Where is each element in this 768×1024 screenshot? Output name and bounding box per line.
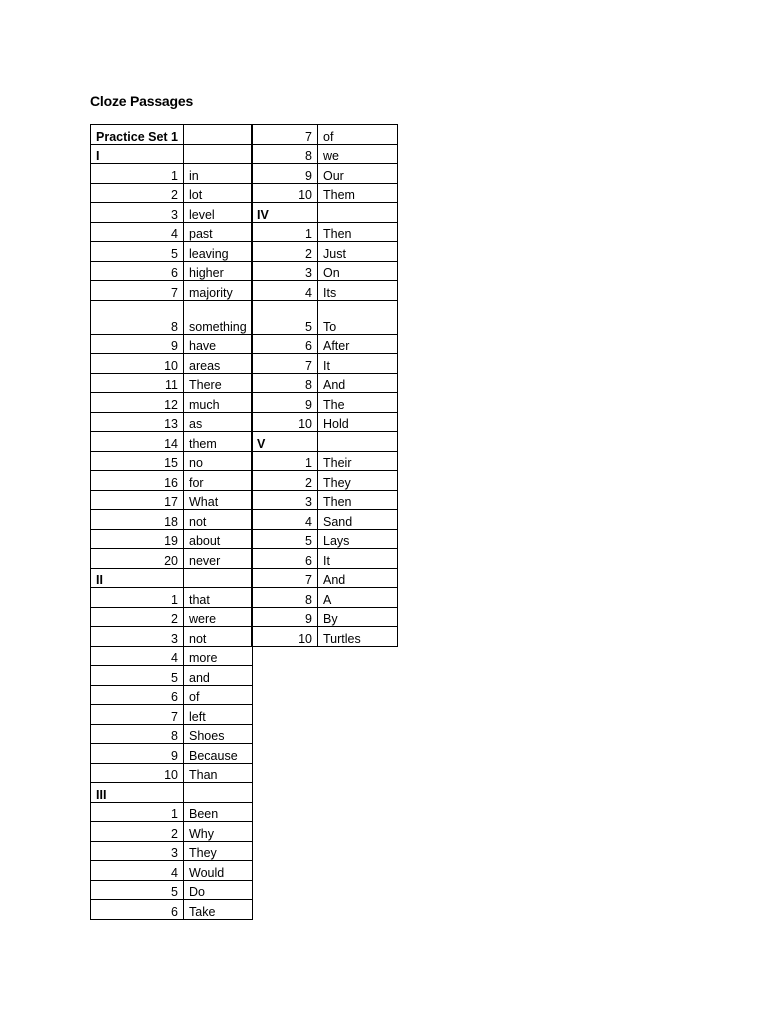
answer-word: Their — [318, 451, 398, 471]
item-number: 9 — [252, 607, 318, 627]
answer-word: of — [184, 685, 253, 705]
table-row — [91, 822, 253, 842]
item-number: 8 — [252, 144, 318, 164]
table-row — [91, 471, 253, 491]
answer-word: The — [318, 393, 398, 413]
table-row — [252, 510, 398, 530]
table-row — [252, 490, 398, 510]
answer-word: areas — [184, 354, 253, 374]
answer-word: more — [184, 646, 253, 666]
answer-word: lot — [184, 183, 253, 203]
table-row — [252, 300, 398, 334]
item-number: 15 — [91, 451, 184, 471]
answer-word: There — [184, 373, 253, 393]
page-title: Cloze Passages — [90, 93, 194, 109]
answer-word: And — [318, 568, 398, 588]
answer-word: It — [318, 354, 398, 374]
item-number: 8 — [91, 724, 184, 744]
item-number: 7 — [252, 125, 318, 145]
answer-word: Than — [184, 763, 253, 783]
answer-word: were — [184, 607, 253, 627]
table-row — [91, 164, 253, 184]
section-label: IV — [252, 203, 318, 223]
item-number: 19 — [91, 529, 184, 549]
item-number: 9 — [91, 334, 184, 354]
item-number: 4 — [91, 222, 184, 242]
table-row — [252, 373, 398, 393]
item-number: 8 — [252, 373, 318, 393]
answer-word: them — [184, 432, 253, 452]
answer-word: Then — [318, 490, 398, 510]
answer-table-right — [251, 124, 398, 647]
item-number: 17 — [91, 490, 184, 510]
item-number: 16 — [91, 471, 184, 491]
item-number: 11 — [91, 373, 184, 393]
item-number: 18 — [91, 510, 184, 530]
item-number: 4 — [91, 646, 184, 666]
item-number: 7 — [252, 568, 318, 588]
table-row — [252, 627, 398, 647]
item-number: 8 — [252, 588, 318, 608]
answer-word: never — [184, 549, 253, 569]
answer-word: no — [184, 451, 253, 471]
item-number: 1 — [91, 802, 184, 822]
table-row — [252, 183, 398, 203]
answer-word: After — [318, 334, 398, 354]
table-row — [91, 783, 253, 803]
answer-word: Been — [184, 802, 253, 822]
table-row — [91, 393, 253, 413]
answer-word: Shoes — [184, 724, 253, 744]
item-number: 3 — [91, 203, 184, 223]
item-number: 10 — [91, 763, 184, 783]
table-row — [91, 627, 253, 647]
item-number: 6 — [252, 549, 318, 569]
item-number: 10 — [252, 412, 318, 432]
table-row — [252, 242, 398, 262]
item-number: 6 — [252, 334, 318, 354]
table-row — [91, 510, 253, 530]
table-row — [91, 412, 253, 432]
item-number: 10 — [252, 183, 318, 203]
item-number: 9 — [91, 744, 184, 764]
item-number: 3 — [252, 490, 318, 510]
item-number: 7 — [252, 354, 318, 374]
section-label: III — [91, 783, 184, 803]
table-row — [91, 763, 253, 783]
table-row — [91, 451, 253, 471]
section-label: I — [91, 144, 184, 164]
answer-word: left — [184, 705, 253, 725]
table-row — [252, 354, 398, 374]
item-number: 20 — [91, 549, 184, 569]
table-row — [252, 549, 398, 569]
answer-word: Turtles — [318, 627, 398, 647]
table-row — [252, 471, 398, 491]
answer-word: level — [184, 203, 253, 223]
answer-word — [184, 783, 253, 803]
answer-table-left — [90, 124, 253, 920]
section-label: II — [91, 568, 184, 588]
item-number: 2 — [252, 242, 318, 262]
item-number: 10 — [252, 627, 318, 647]
right-table-body — [252, 125, 398, 647]
item-number: 3 — [252, 261, 318, 281]
answer-word: have — [184, 334, 253, 354]
answer-word: Lays — [318, 529, 398, 549]
section-label: V — [252, 432, 318, 452]
answer-word — [184, 144, 253, 164]
table-row — [91, 841, 253, 861]
item-number: 3 — [91, 627, 184, 647]
item-number: 10 — [91, 354, 184, 374]
table-row — [91, 685, 253, 705]
answer-word: past — [184, 222, 253, 242]
item-number: 6 — [91, 900, 184, 920]
answer-word: Do — [184, 880, 253, 900]
answer-word: Them — [318, 183, 398, 203]
answer-word: They — [184, 841, 253, 861]
answer-word: They — [318, 471, 398, 491]
item-number: 5 — [91, 242, 184, 262]
item-number: 5 — [252, 529, 318, 549]
table-row — [91, 261, 253, 281]
table-row — [91, 705, 253, 725]
answer-word: of — [318, 125, 398, 145]
table-row — [91, 144, 253, 164]
answer-word: On — [318, 261, 398, 281]
table-row — [91, 183, 253, 203]
item-number: 2 — [91, 607, 184, 627]
answer-word: much — [184, 393, 253, 413]
table-row — [91, 880, 253, 900]
table-row — [91, 607, 253, 627]
answer-word: Its — [318, 281, 398, 301]
answer-word: Just — [318, 242, 398, 262]
answer-word: not — [184, 627, 253, 647]
answer-word: Our — [318, 164, 398, 184]
answer-word: that — [184, 588, 253, 608]
table-row — [91, 529, 253, 549]
answer-word: Take — [184, 900, 253, 920]
table-row — [91, 490, 253, 510]
table-row — [252, 529, 398, 549]
item-number: 5 — [91, 880, 184, 900]
table-row — [91, 432, 253, 452]
table-row — [252, 125, 398, 145]
table-row — [91, 646, 253, 666]
item-number: 8 — [91, 300, 184, 334]
table-row — [91, 125, 253, 145]
answer-word: and — [184, 666, 253, 686]
table-row — [91, 666, 253, 686]
table-row — [252, 412, 398, 432]
answer-word — [184, 125, 253, 145]
answer-word: in — [184, 164, 253, 184]
item-number: 12 — [91, 393, 184, 413]
answer-word: It — [318, 549, 398, 569]
answer-word: By — [318, 607, 398, 627]
table-row — [252, 203, 398, 223]
table-row — [252, 607, 398, 627]
table-row — [91, 549, 253, 569]
left-table-body — [91, 125, 253, 920]
item-number: 13 — [91, 412, 184, 432]
table-row — [91, 568, 253, 588]
answer-word: To — [318, 300, 398, 334]
item-number: 1 — [91, 164, 184, 184]
table-row — [252, 588, 398, 608]
table-row — [91, 724, 253, 744]
table-row — [91, 222, 253, 242]
table-row — [91, 242, 253, 262]
answer-word: Because — [184, 744, 253, 764]
item-number: 2 — [91, 822, 184, 842]
item-number: 2 — [91, 183, 184, 203]
table-row — [91, 861, 253, 881]
answer-word: for — [184, 471, 253, 491]
table-row — [252, 334, 398, 354]
answer-word: Then — [318, 222, 398, 242]
section-label: Practice Set 1 — [91, 125, 184, 145]
item-number: 14 — [91, 432, 184, 452]
answer-word: not — [184, 510, 253, 530]
item-number: 1 — [91, 588, 184, 608]
table-row — [252, 144, 398, 164]
item-number: 3 — [91, 841, 184, 861]
answer-word: And — [318, 373, 398, 393]
table-row — [91, 802, 253, 822]
answer-word: we — [318, 144, 398, 164]
table-row — [91, 281, 253, 301]
answer-word — [318, 432, 398, 452]
table-row — [91, 744, 253, 764]
item-number: 1 — [252, 451, 318, 471]
item-number: 4 — [252, 510, 318, 530]
table-row — [252, 261, 398, 281]
answer-word: What — [184, 490, 253, 510]
table-row — [252, 451, 398, 471]
item-number: 5 — [91, 666, 184, 686]
answer-word — [184, 568, 253, 588]
answer-word: higher — [184, 261, 253, 281]
table-row — [252, 393, 398, 413]
answer-word: leaving — [184, 242, 253, 262]
item-number: 7 — [91, 705, 184, 725]
table-row — [252, 432, 398, 452]
table-row — [252, 568, 398, 588]
table-row — [91, 373, 253, 393]
answer-word: Sand — [318, 510, 398, 530]
answer-word: Would — [184, 861, 253, 881]
table-row — [252, 281, 398, 301]
answer-word: about — [184, 529, 253, 549]
item-number: 6 — [91, 261, 184, 281]
item-number: 1 — [252, 222, 318, 242]
item-number: 2 — [252, 471, 318, 491]
table-row — [91, 203, 253, 223]
answer-word: as — [184, 412, 253, 432]
item-number: 4 — [252, 281, 318, 301]
table-row — [252, 164, 398, 184]
table-row — [91, 334, 253, 354]
answer-word: something — [184, 300, 253, 334]
answer-word — [318, 203, 398, 223]
item-number: 6 — [91, 685, 184, 705]
answer-word: Hold — [318, 412, 398, 432]
item-number: 4 — [91, 861, 184, 881]
table-row — [91, 300, 253, 334]
answer-word: majority — [184, 281, 253, 301]
table-row — [252, 222, 398, 242]
answer-word: Why — [184, 822, 253, 842]
item-number: 9 — [252, 393, 318, 413]
item-number: 5 — [252, 300, 318, 334]
item-number: 9 — [252, 164, 318, 184]
item-number: 7 — [91, 281, 184, 301]
table-row — [91, 900, 253, 920]
answer-word: A — [318, 588, 398, 608]
table-row — [91, 588, 253, 608]
table-row — [91, 354, 253, 374]
